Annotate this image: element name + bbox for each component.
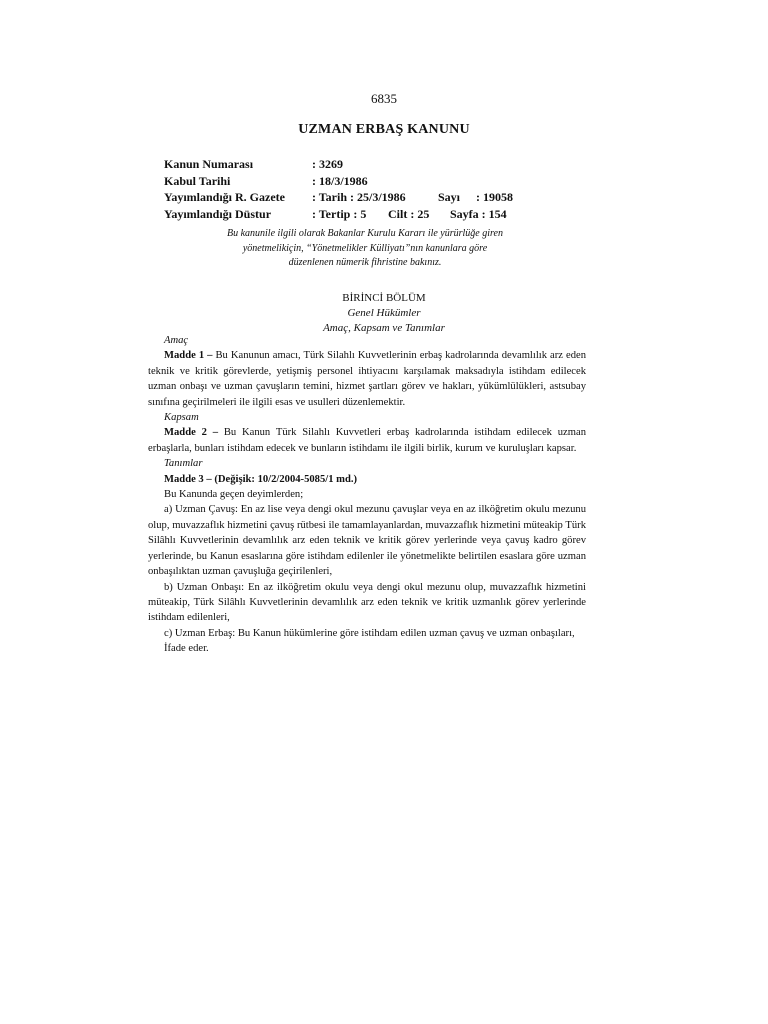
section-title: BİRİNCİ BÖLÜM xyxy=(342,292,426,304)
article-heading-amac: Amaç xyxy=(164,335,189,346)
meta-label: Kanun Numarası xyxy=(164,157,254,171)
meta-value: : Tarih : 25/3/1986 xyxy=(312,190,406,204)
article-text: Bu Kanun Türk Silahlı Kuvvetleri erbaş kadrolarında istihdam edilecek uzman erbaşlarla, bunları istihdam edecek ve bunların istihdamı ile ilgili birlik, kurum ve kuruluşları kapsar. xyxy=(148,427,586,454)
article-3-label: Madde 3 – (Değişik: 10/2/2004-5085/1 md.) xyxy=(164,473,358,485)
meta-label: Yayımlandığı Düstur xyxy=(164,206,272,221)
article-3-intro: Bu Kanunda geçen deyimlerden; xyxy=(164,489,304,501)
note-line: düzenlenen nümerik fihristine bakınız. xyxy=(288,257,442,268)
meta-value: : 18/3/1986 xyxy=(312,173,368,188)
meta-sayi-value: : 19058 xyxy=(476,190,513,204)
meta-value: : Tertip : 5 xyxy=(312,206,367,221)
definition-item-b: b) Uzman Onbaşı: En az ilköğretim okulu veya dengi okul mezunu olup, muvazzaflık hizmetini müteakip, Türk Silâhlı Kuvvetlerinin devamlılık arz eden teknik ve kritik uzmanlık görev yerlerinde istihdam edilenleri, xyxy=(148,581,586,624)
article-heading-kapsam: Kapsam xyxy=(164,412,199,424)
meta-label: Yayımlandığı R. Gazete xyxy=(164,190,285,204)
meta-cilt: Cilt : 25 xyxy=(388,206,430,221)
closing-line: İfade eder. xyxy=(164,643,209,655)
section-subtitle: Genel Hükümler xyxy=(347,307,421,319)
meta-label: Kabul Tarihi xyxy=(164,173,231,188)
note-line: yönetmelikiçin, “Yönetmelikler Külliyatı”nın kanunlara göre xyxy=(242,242,488,254)
meta-row-resmi-gazete xyxy=(164,189,584,206)
law-metadata xyxy=(164,156,584,222)
reference-note xyxy=(180,227,550,271)
article-2 xyxy=(148,425,586,456)
meta-value: : 3269 xyxy=(312,157,343,171)
note-line: Bu kanunile ilgili olarak Bakanlar Kurulu Kararı ile yürürlüğe giren xyxy=(226,228,503,239)
document-title: UZMAN ERBAŞ KANUNU xyxy=(298,122,470,137)
meta-sayfa: Sayfa : 154 xyxy=(450,206,507,221)
meta-sayi-label: Sayı xyxy=(438,190,461,204)
section-header xyxy=(0,291,768,336)
meta-row-kanun-numarasi xyxy=(164,156,584,173)
article-1 xyxy=(148,348,586,410)
article-text: Bu Kanunun amacı, Türk Silahlı Kuvvetlerinin erbaş kadrolarında devamlılık arz eden teknik ve kritik görevlerde, yetişmiş personel ihtiyacını karşılamak maksadıyla istihdam edilecek uzman onbaşı ve uzman çavuşların temini, hizmet şartları görev ve hakları, yükümlülükleri, astsubay sınıfına geçirilmeleri ile ilgili esas ve usulleri düzenlemektir. xyxy=(148,350,587,408)
document-body xyxy=(148,333,586,657)
article-label: Madde 1 – xyxy=(164,350,213,362)
definition-item-a: a) Uzman Çavuş: En az lise veya dengi okul mezunu çavuşlar veya en az ilköğretim okulu mezunu olup, muvazzaflık hizmetini çavuş rütbesi ile tamamlayanlardan, muvazzaflık hizmetini müteakip Türk Silâhlı Kuvvetlerinin devamlılık arz eden teknik ve kritik görev yerlerinde veya çavuş kadro görev yerlerinde, bu Kanun esaslarına göre istihdam edilenler ile yönetmelikte belirtilen esaslara göre uzman onbaşılıktan uzman çavuşluğa geçirilenleri, xyxy=(148,504,586,578)
definition-item-c: c) Uzman Erbaş: Bu Kanun hükümlerine göre istihdam edilen uzman çavuş ve uzman onbaşıları, xyxy=(164,627,575,639)
meta-row-dustur xyxy=(164,206,584,223)
meta-row-kabul-tarihi xyxy=(164,173,584,190)
section-heading: Amaç, Kapsam ve Tanımlar xyxy=(323,322,445,334)
article-label: Madde 2 – xyxy=(164,427,218,439)
law-number: 6835 xyxy=(371,91,397,106)
article-heading-tanimlar: Tanımlar xyxy=(164,458,203,470)
